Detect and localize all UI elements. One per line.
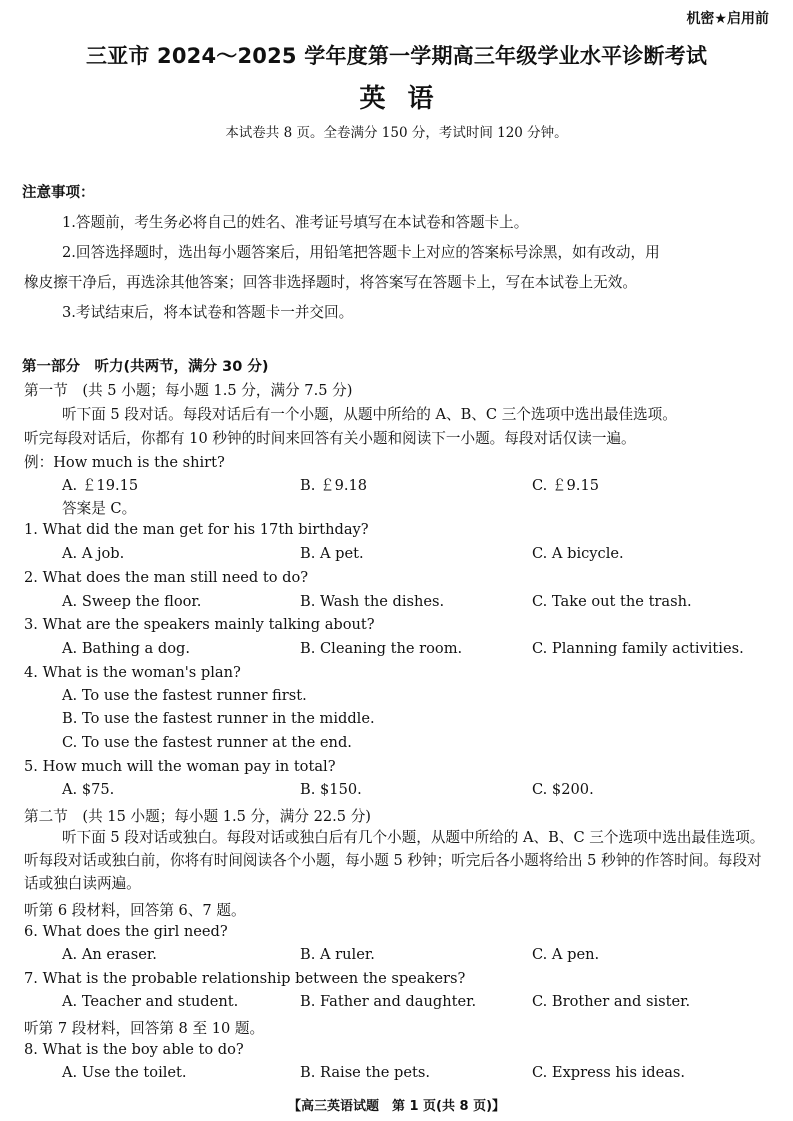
- q1-option-a: A. A job.: [62, 545, 125, 562]
- q5-option-a: A. $75.: [62, 781, 115, 798]
- q7-option-c: C. Brother and sister.: [532, 993, 691, 1010]
- question-7: 7. What is the probable relationship between the speakers?: [24, 970, 466, 987]
- section1-heading: 第一节 (共 5 小题；每小题 1.5 分，满分 7.5 分): [24, 382, 353, 399]
- example-option-c: C. ￡9.15: [532, 477, 600, 494]
- q3-option-c: C. Planning family activities.: [532, 640, 744, 657]
- question-5: 5. How much will the woman pay in total?: [24, 758, 336, 775]
- example-answer: 答案是 C。: [62, 500, 137, 517]
- exam-info: 本试卷共 8 页。全卷满分 150 分，考试时间 120 分钟。: [225, 125, 568, 141]
- q1-option-b: B. A pet.: [300, 545, 364, 562]
- section2-heading: 第二节 (共 15 小题；每小题 1.5 分，满分 22.5 分): [24, 808, 371, 825]
- q3-option-b: B. Cleaning the room.: [300, 640, 463, 657]
- q3-option-a: A. Bathing a dog.: [62, 640, 191, 657]
- q2-option-c: C. Take out the trash.: [532, 593, 692, 610]
- q8-option-a: A. Use the toilet.: [62, 1064, 187, 1081]
- q2-option-b: B. Wash the dishes.: [300, 593, 445, 610]
- section1-instruction-2: 听完每段对话后，你都有 10 秒钟的时间来回答有关小题和阅读下一小题。每段对话仅读一遍。: [24, 430, 636, 447]
- question-2: 2. What does the man still need to do?: [24, 569, 309, 586]
- page-footer: 【高三英语试题 第 1 页(共 8 页)】: [287, 1099, 506, 1114]
- question-6: 6. What does the girl need?: [24, 923, 228, 940]
- notice-item-3: 3.考试结束后，将本试卷和答题卡一并交回。: [62, 304, 354, 321]
- question-4: 4. What is the woman's plan?: [24, 664, 241, 681]
- q7-option-b: B. Father and daughter.: [300, 993, 477, 1010]
- notice-item-2a: 2.回答选择题时，选出每小题答案后，用铅笔把答题卡上对应的答案标号涂黑，如有改动，用: [62, 244, 660, 261]
- q8-option-c: C. Express his ideas.: [532, 1064, 686, 1081]
- question-1: 1. What did the man get for his 17th birthday?: [24, 521, 369, 538]
- question-8: 8. What is the boy able to do?: [24, 1041, 244, 1058]
- notice-item-2b: 橡皮擦干净后，再选涂其他答案；回答非选择题时，将答案写在答题卡上，写在本试卷上无效。: [24, 274, 637, 291]
- q4-option-c: C. To use the fastest runner at the end.: [62, 734, 352, 751]
- notice-heading: 注意事项：: [22, 185, 95, 201]
- question-3: 3. What are the speakers mainly talking about?: [24, 616, 375, 633]
- q6-option-a: A. An eraser.: [62, 946, 157, 963]
- section1-instruction-1: 听下面 5 段对话。每段对话后有一个小题，从题中所给的 A、B、C 三个选项中选出最佳选项。: [62, 406, 677, 423]
- q5-option-b: B. $150.: [300, 781, 362, 798]
- material-7-note: 听第 7 段材料，回答第 8 至 10 题。: [24, 1020, 265, 1037]
- q1-option-c: C. A bicycle.: [532, 545, 624, 562]
- notice-item-1: 1.答题前，考生务必将自己的姓名、准考证号填写在本试卷和答题卡上。: [62, 214, 529, 231]
- q5-option-c: C. $200.: [532, 781, 594, 798]
- q2-option-a: A. Sweep the floor.: [62, 593, 202, 610]
- section2-instruction: 听下面 5 段对话或独白。每段对话或独白后有几个小题，从题中所给的 A、B、C 三个选项中选出最佳选项。听每段对话或独白前，你将有时间阅读各个小题，每小题 5 秒钟；听完后各小题将给出 5 秒钟的作答时间。每段对话或独白读两遍。: [24, 829, 765, 892]
- example-option-a: A. ￡19.15: [62, 477, 139, 494]
- subject-title: 英语: [359, 84, 456, 114]
- example-question: 例：How much is the shirt?: [24, 454, 225, 471]
- q6-option-b: B. A ruler.: [300, 946, 375, 963]
- q4-option-b: B. To use the fastest runner in the middle.: [62, 710, 375, 727]
- q7-option-a: A. Teacher and student.: [62, 993, 239, 1010]
- confidential-stamp: 机密★启用前: [686, 11, 769, 27]
- q4-option-a: A. To use the fastest runner first.: [62, 687, 307, 704]
- material-6-note: 听第 6 段材料，回答第 6、7 题。: [24, 902, 246, 919]
- part1-heading: 第一部分 听力(共两节，满分 30 分): [22, 359, 269, 375]
- q6-option-c: C. A pen.: [532, 946, 600, 963]
- exam-title: 三亚市 2024～2025 学年度第一学期高三年级学业水平诊断考试: [85, 44, 708, 68]
- q8-option-b: B. Raise the pets.: [300, 1064, 430, 1081]
- example-option-b: B. ￡9.18: [300, 477, 368, 494]
